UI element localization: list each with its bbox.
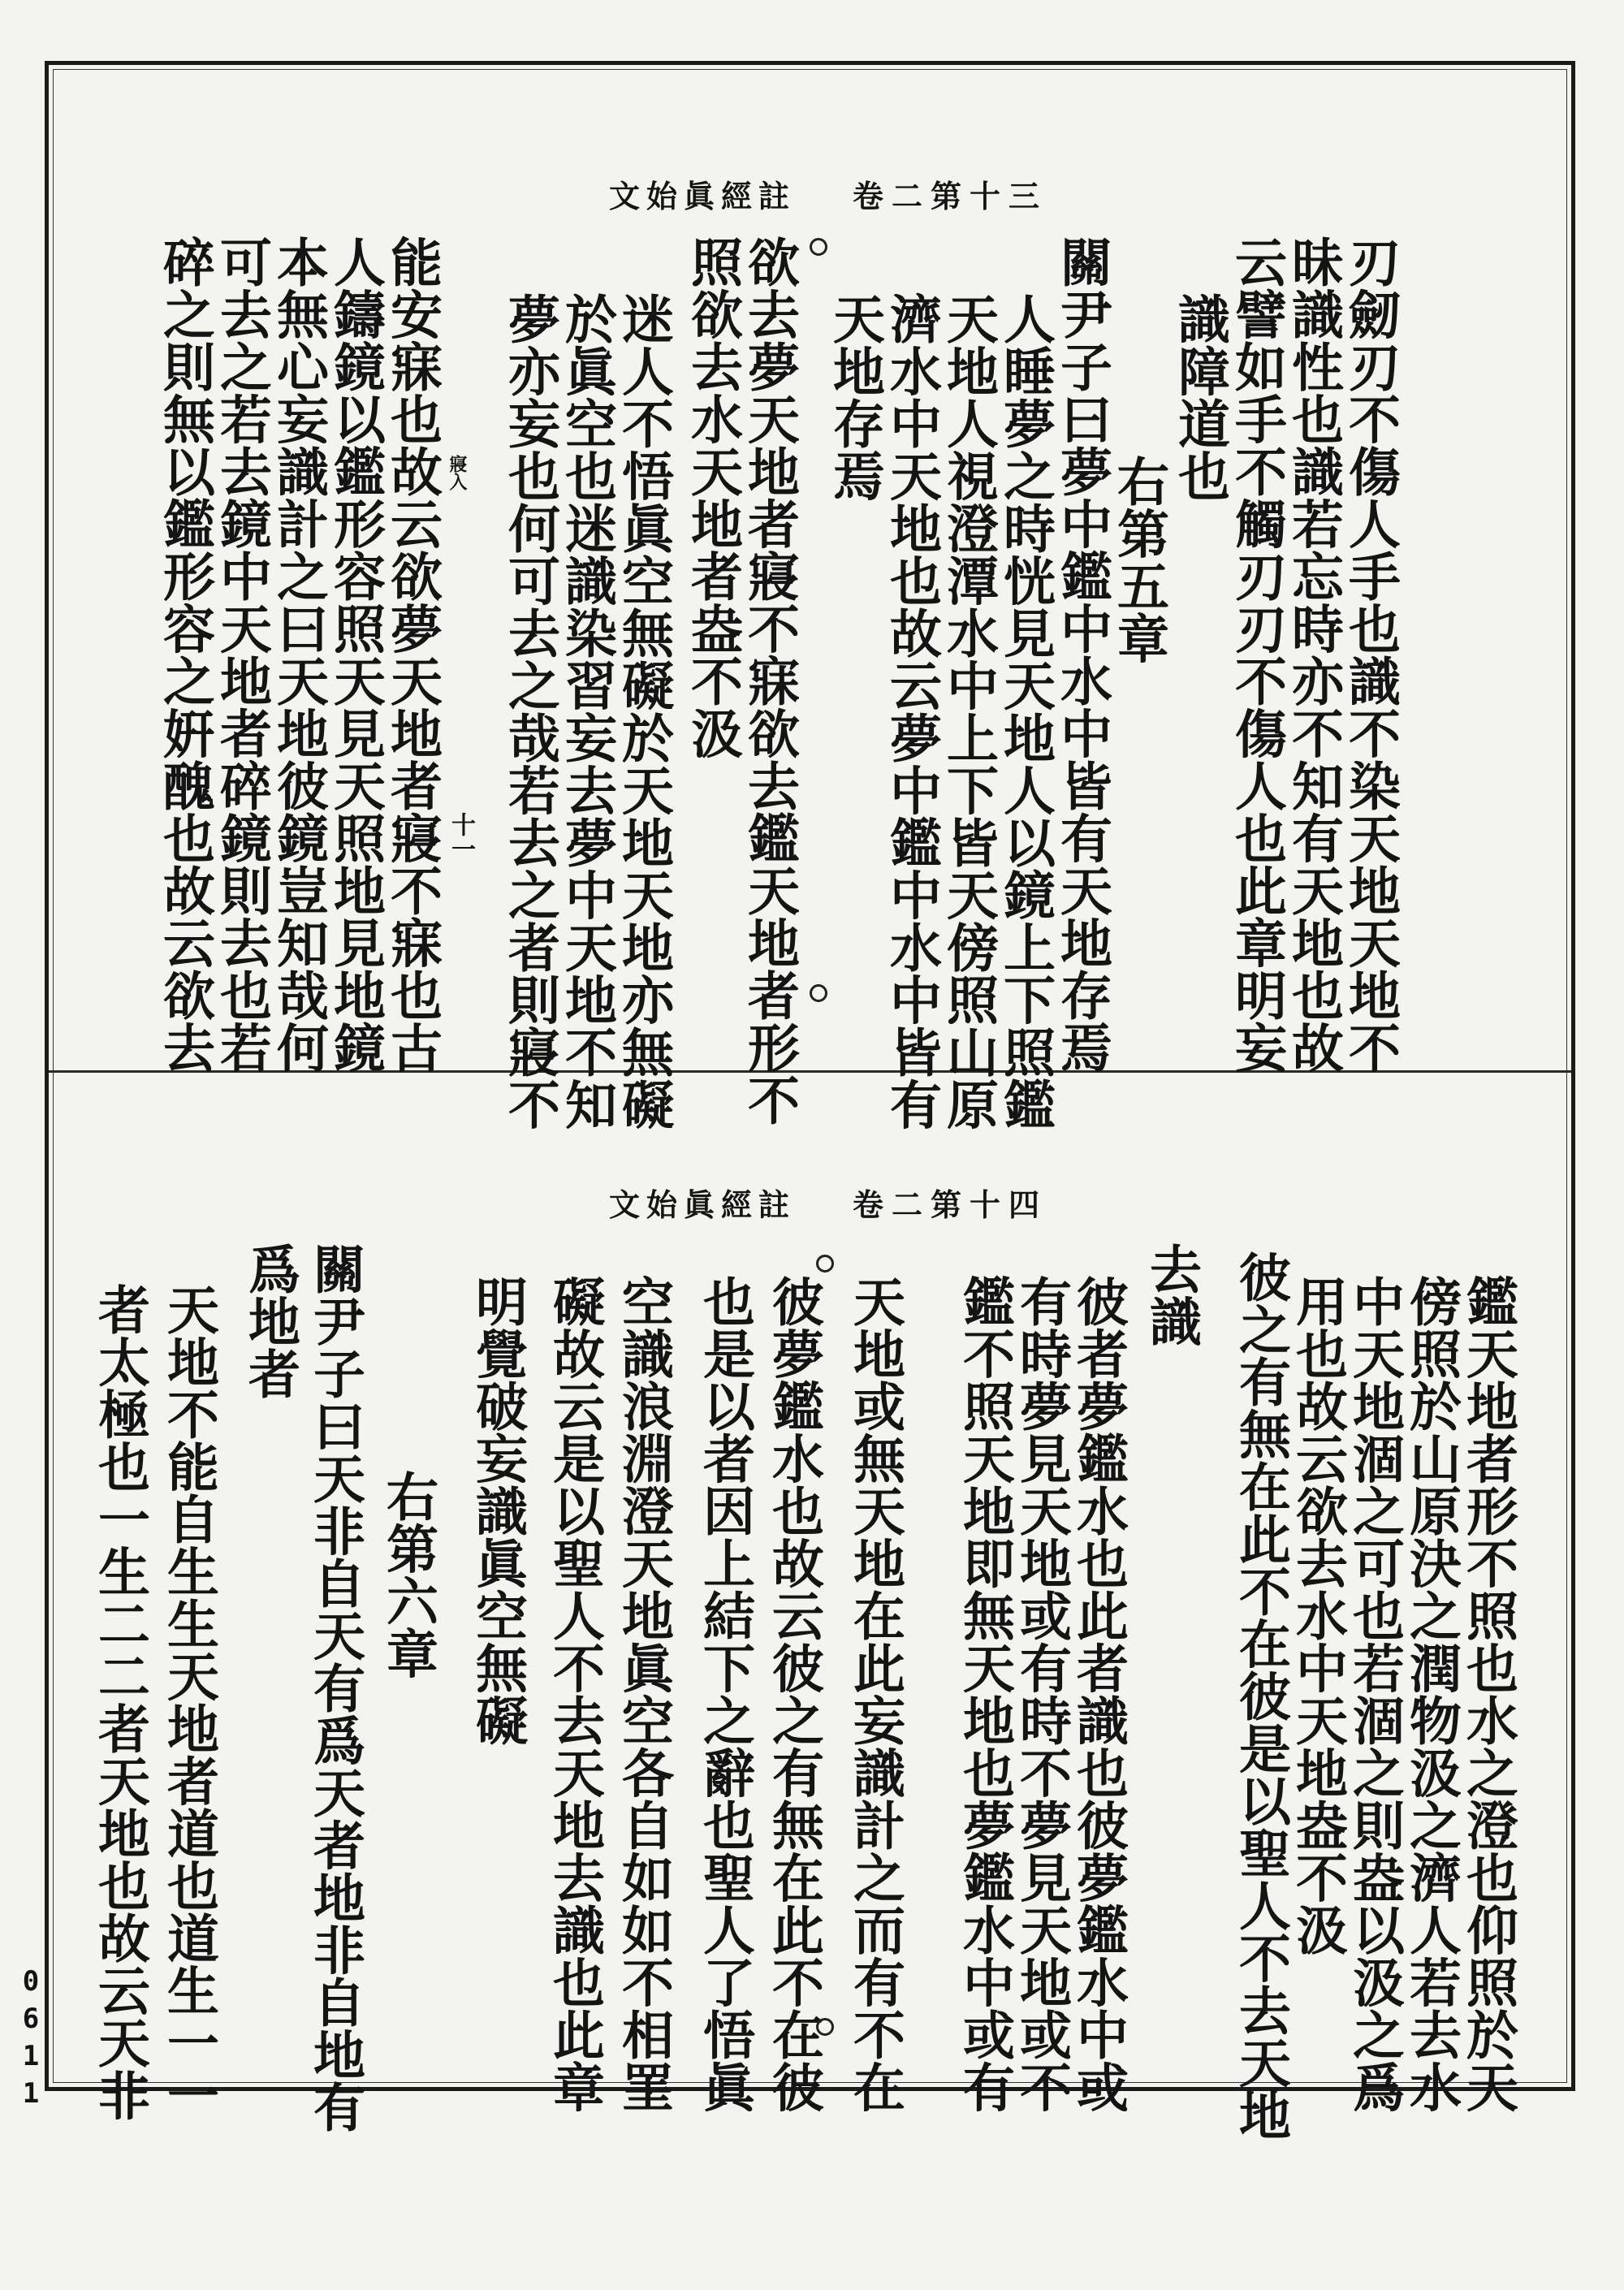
lower-column-6: 去識 — [1141, 1242, 1202, 1347]
upper-column-2: 昧識性也識若忘時亦不知有天地也故 — [1283, 235, 1344, 1074]
upper-column-15: 夢亦妄也何可去之哉若去之者則寢不 — [499, 292, 560, 1130]
lower-column-15: 明覺破妄識眞空無礙 — [467, 1275, 528, 1747]
paragraph-marker-circle — [816, 2018, 834, 2036]
upper-column-8: 天地人視澄潭水中上下皆天傍照山原 — [938, 292, 999, 1130]
lower-column-12: 也是以者因上結下之辭也聖人了悟眞 — [694, 1275, 755, 2113]
upper-column-1: 刃劒刃不傷人手也識不染天地天地不 — [1340, 235, 1401, 1074]
lower-column-2: 傍照於山原決之潤物汲之濟人若去水 — [1401, 1275, 1462, 2113]
lower-column-8: 有時夢見天地或有時不夢見天地或不 — [1011, 1275, 1072, 2113]
lower-column-19: 天地不能自生生天地者道也道生一一 — [158, 1283, 219, 2121]
fold-number: 十一 — [447, 812, 475, 861]
lower-header-volume: 卷二第十四 — [853, 1186, 1048, 1223]
interlinear-note: 寢入 — [447, 455, 468, 490]
upper-column-14: 於眞空也迷識染習妄去夢中天地不知 — [556, 292, 617, 1130]
upper-column-12: 照欲去水天地者盎不汲 — [682, 235, 743, 759]
upper-column-9: 濟水中天地也故云夢中鑑中水中皆有 — [881, 292, 942, 1130]
upper-column-4: 識障道也 — [1169, 292, 1230, 502]
lower-column-10: 天地或無天地在此妄識計之而有不在 — [844, 1275, 905, 2113]
lower-column-14: 礙故云是以聖人不去天地去識也此章 — [544, 1275, 605, 2113]
lower-column-3: 中天地涸之可也若涸之則盎以汲之爲 — [1344, 1275, 1405, 2113]
lower-page-header — [568, 1177, 1088, 1226]
upper-column-10: 天地存焉 — [824, 292, 885, 502]
lower-column-7: 彼者夢鑑水也此者識也彼夢鑑水中或 — [1068, 1275, 1129, 2113]
lower-column-9: 鑑不照天地即無天地也夢鑑水中或有 — [954, 1275, 1015, 2113]
upper-column-6: 關尹子曰夢中鑑中水中皆有天地存焉 — [1052, 235, 1112, 1074]
lower-column-13: 空識浪淵澄天地眞空各自如如不相罣 — [613, 1275, 674, 2113]
lower-column-17: 關尹子曰天非自天有爲天者地非自地有 — [304, 1242, 365, 2133]
lower-column-18: 爲地者 — [240, 1242, 300, 1400]
upper-column-11: 欲去夢天地者寢不寐欲去鑑天地者形不 — [739, 235, 800, 1126]
upper-page-header — [568, 169, 1088, 218]
lower-column-1: 鑑天地者形不照也水之澄也仰照於天 — [1458, 1275, 1518, 2113]
upper-column-5: 右第五章 — [1108, 455, 1169, 664]
lower-column-11: 彼夢鑑水也故云彼之有無在此不在彼 — [763, 1275, 824, 2113]
upper-header-title: 文始眞經註 — [608, 177, 796, 214]
lower-column-5: 彼之有無在此不在彼是以聖人不去天地 — [1230, 1251, 1291, 2141]
lower-column-20: 者太極也一生二二者天地也故云天非 — [89, 1283, 150, 2121]
upper-column-16: 能安寐也故云欲夢天地者寢不寐也古 — [382, 235, 443, 1074]
upper-column-7: 人睡夢之時恍見天地人以鏡上下照鑑 — [995, 292, 1056, 1130]
lower-column-16: 右第六章 — [378, 1470, 438, 1679]
upper-column-18: 本無心妄識計之曰天地彼鏡豈知哉何 — [268, 235, 329, 1074]
upper-column-17: 人鑄鏡以鑑形容照天見天照地見地鏡 — [325, 235, 386, 1074]
page-number: 0611 — [15, 1965, 47, 2115]
upper-column-20: 碎之則無以鑑形容之姸醜也故云欲去 — [154, 235, 215, 1074]
upper-column-19: 可去之若去鏡中天地者碎鏡則去也若 — [211, 235, 272, 1074]
paragraph-marker-circle — [816, 1255, 834, 1272]
upper-header-volume: 卷二第十三 — [853, 177, 1048, 214]
upper-column-3: 云譬如手不觸刃刃不傷人也此章明妄 — [1226, 235, 1287, 1074]
lower-header-title: 文始眞經註 — [608, 1186, 796, 1223]
paragraph-marker-circle — [810, 984, 827, 1002]
lower-column-4: 用也故云欲去水中天地盎不汲 — [1287, 1275, 1348, 1956]
upper-column-13: 迷人不悟眞空無礙於天地天地亦無礙 — [613, 292, 674, 1130]
paragraph-marker-circle — [810, 238, 827, 256]
